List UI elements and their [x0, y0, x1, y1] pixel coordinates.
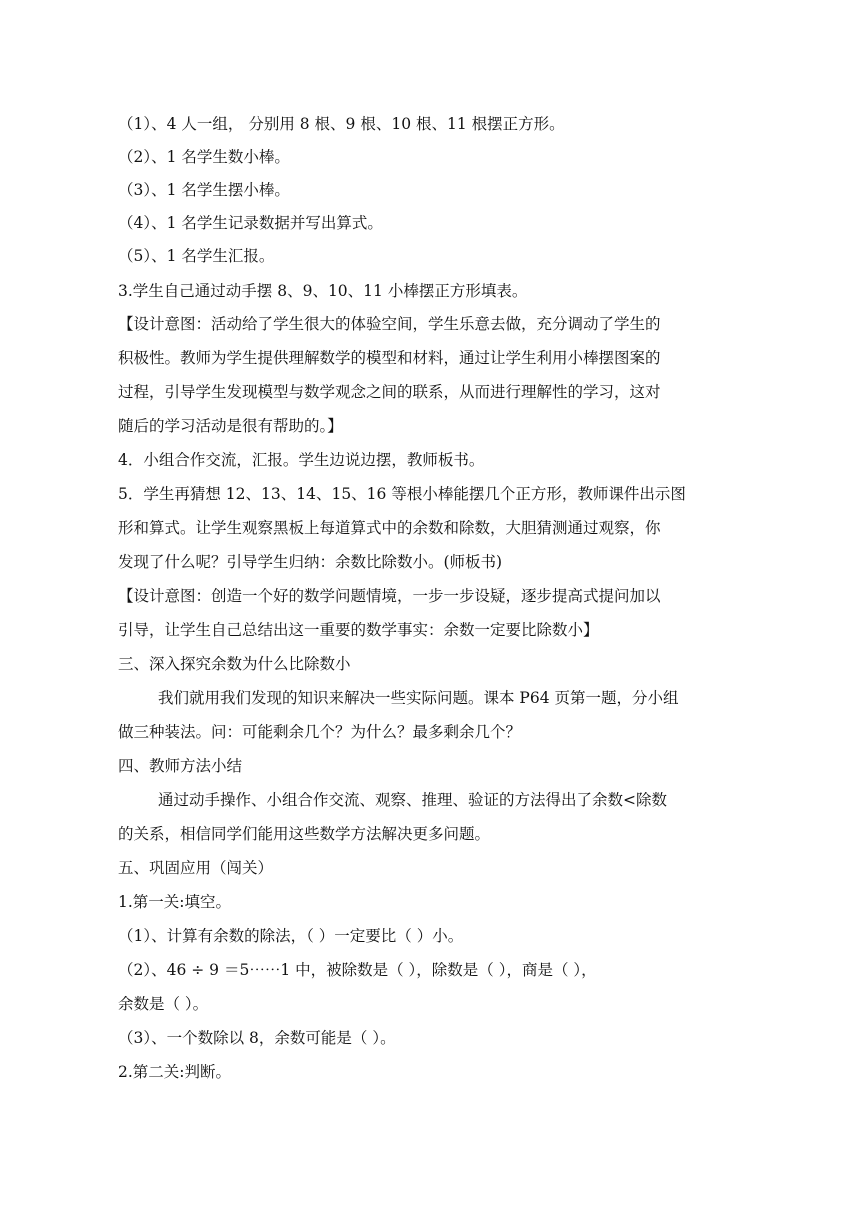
text-line: （2）、1 名学生数小棒。 [118, 148, 290, 166]
design-intent: 引导，让学生自己总结出这一重要的数学事实：余数一定要比除数小】 [118, 621, 599, 639]
text-line: （1）、4 人一组， 分别用 8 根、9 根、10 根、11 根摆正方形。 [118, 115, 565, 133]
design-intent: 积极性。教师为学生提供理解数学的模型和材料，通过让学生利用小棒摆图案的 [118, 349, 661, 367]
text-line: （5）、1 名学生汇报。 [118, 247, 275, 265]
text-line: 余数是（ ）。 [118, 995, 209, 1013]
design-intent: 【设计意图：创造一个好的数学问题情境，一步一步设疑，逐步提高式提问加以 [118, 587, 661, 605]
text-line: 1.第一关:填空。 [118, 893, 232, 911]
text-line: 4．小组合作交流，汇报。学生边说边摆，教师板书。 [118, 451, 485, 469]
text-line: 5．学生再猜想 12、13、14、15、16 等根小棒能摆几个正方形，教师课件出示图 [118, 485, 686, 503]
text-line: 做三种装法。问：可能剩余几个？为什么？最多剩余几个？ [118, 723, 522, 741]
section-heading: 三、深入探究余数为什么比除数小 [118, 655, 351, 673]
design-intent: 【设计意图：活动给了学生很大的体验空间，学生乐意去做，充分调动了学生的 [118, 315, 661, 333]
text-line: （1）、计算有余数的除法，（ ）一定要比（ ）小。 [118, 927, 464, 945]
text-line: （3）、一个数除以 8，余数可能是（ ）。 [118, 1029, 396, 1047]
text-line: 2.第二关:判断。 [118, 1063, 232, 1081]
text-line: （2）、46 ÷ 9 ＝5⋯⋯1 中，被除数是（ ），除数是（ ），商是（ ）， [118, 961, 597, 979]
design-intent: 随后的学习活动是很有帮助的。】 [118, 417, 343, 435]
text-line: （4）、1 名学生记录数据并写出算式。 [118, 214, 383, 232]
text-line: 发现了什么呢？引导学生归纳：余数比除数小。(师板书) [118, 553, 503, 571]
text-line: 通过动手操作、小组合作交流、观察、推理、验证的方法得出了余数<除数 [158, 791, 667, 809]
text-line: 我们就用我们发现的知识来解决一些实际问题。课本 P64 页第一题，分小组 [158, 689, 679, 707]
text-line: （3）、1 名学生摆小棒。 [118, 181, 290, 199]
design-intent: 过程，引导学生发现模型与数学观念之间的联系，从而进行理解性的学习，这对 [118, 383, 661, 401]
text-line: 3.学生自己通过动手摆 8、9、10、11 小棒摆正方形填表。 [118, 282, 528, 300]
section-heading: 四、教师方法小结 [118, 757, 243, 775]
text-line: 的关系，相信同学们能用这些数学方法解决更多问题。 [118, 825, 491, 843]
section-heading: 五、巩固应用（闯关） [118, 859, 274, 877]
text-line: 形和算式。让学生观察黑板上每道算式中的余数和除数，大胆猜测通过观察，你 [118, 519, 661, 537]
